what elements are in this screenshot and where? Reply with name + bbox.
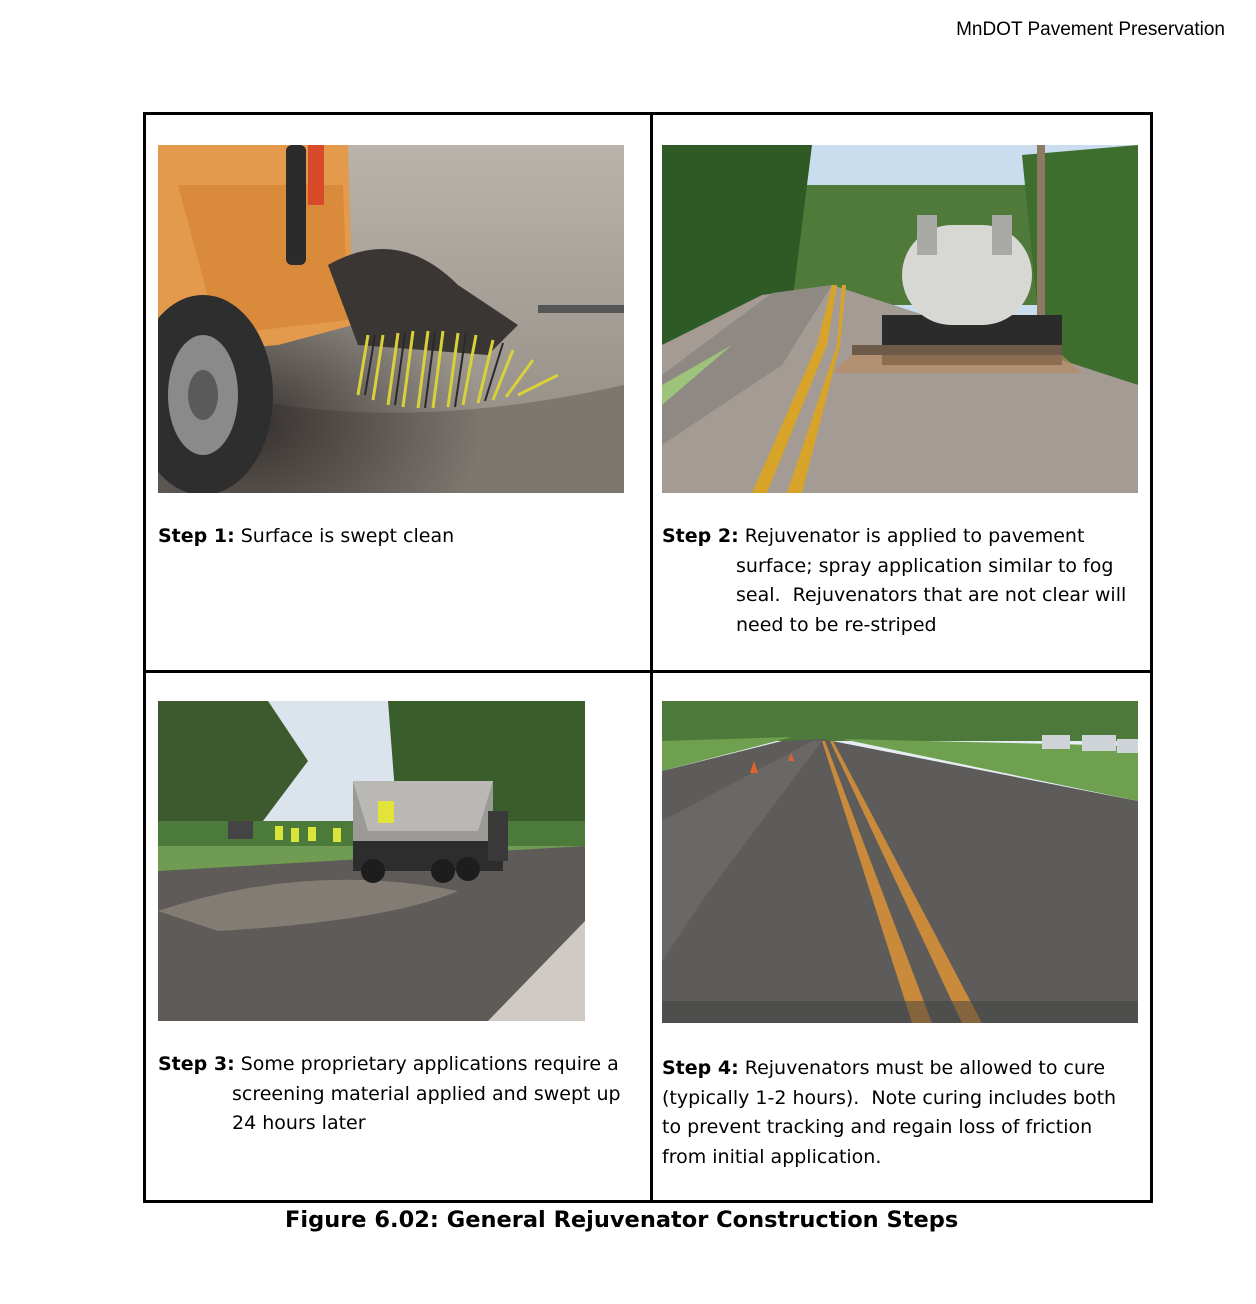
grid-horizontal-divider <box>146 670 1150 673</box>
step-2-text-line-2: surface; spray application similar to fog <box>736 554 1114 577</box>
step-4-text-line-4: from initial application. <box>662 1145 882 1168</box>
step-3-text-line-2: screening material applied and swept up <box>232 1082 621 1105</box>
step-2-photo <box>662 145 1138 493</box>
step-4-caption <box>662 1054 1152 1172</box>
step-1-text: Surface is swept clean <box>240 525 455 547</box>
grid-vertical-divider <box>650 115 653 1200</box>
step-4-text-line-3: to prevent tracking and regain loss of friction <box>662 1116 1093 1138</box>
step-1-label: Step 1: <box>158 525 235 547</box>
step-2-text-line-4: need to be re-striped <box>736 613 937 636</box>
step-1-caption <box>158 522 638 552</box>
step-4-text-line-1: Rejuvenators must be allowed to cure <box>744 1057 1106 1079</box>
figure-caption: Figure 6.02: General Rejuvenator Construction Steps <box>285 1207 959 1233</box>
step-4-photo <box>662 701 1138 1023</box>
step-2-text-line-1: Rejuvenator is applied to pavement <box>744 525 1085 547</box>
step-3-text-line-1: Some proprietary applications require a <box>240 1053 619 1075</box>
step-1-photo <box>158 145 624 493</box>
step-4-label: Step 4: <box>662 1057 739 1079</box>
step-4-text-line-2: (typically 1-2 hours). Note curing includes both <box>662 1086 1117 1109</box>
page-header: MnDOT Pavement Preservation <box>956 19 1225 40</box>
step-2-label: Step 2: <box>662 525 739 547</box>
step-3-caption <box>158 1050 648 1139</box>
step-2-caption <box>662 522 1152 640</box>
step-3-photo <box>158 701 585 1021</box>
step-2-text-line-3: seal. Rejuvenators that are not clear will <box>736 584 1127 606</box>
step-3-label: Step 3: <box>158 1053 235 1075</box>
step-3-text-line-3: 24 hours later <box>232 1112 366 1134</box>
